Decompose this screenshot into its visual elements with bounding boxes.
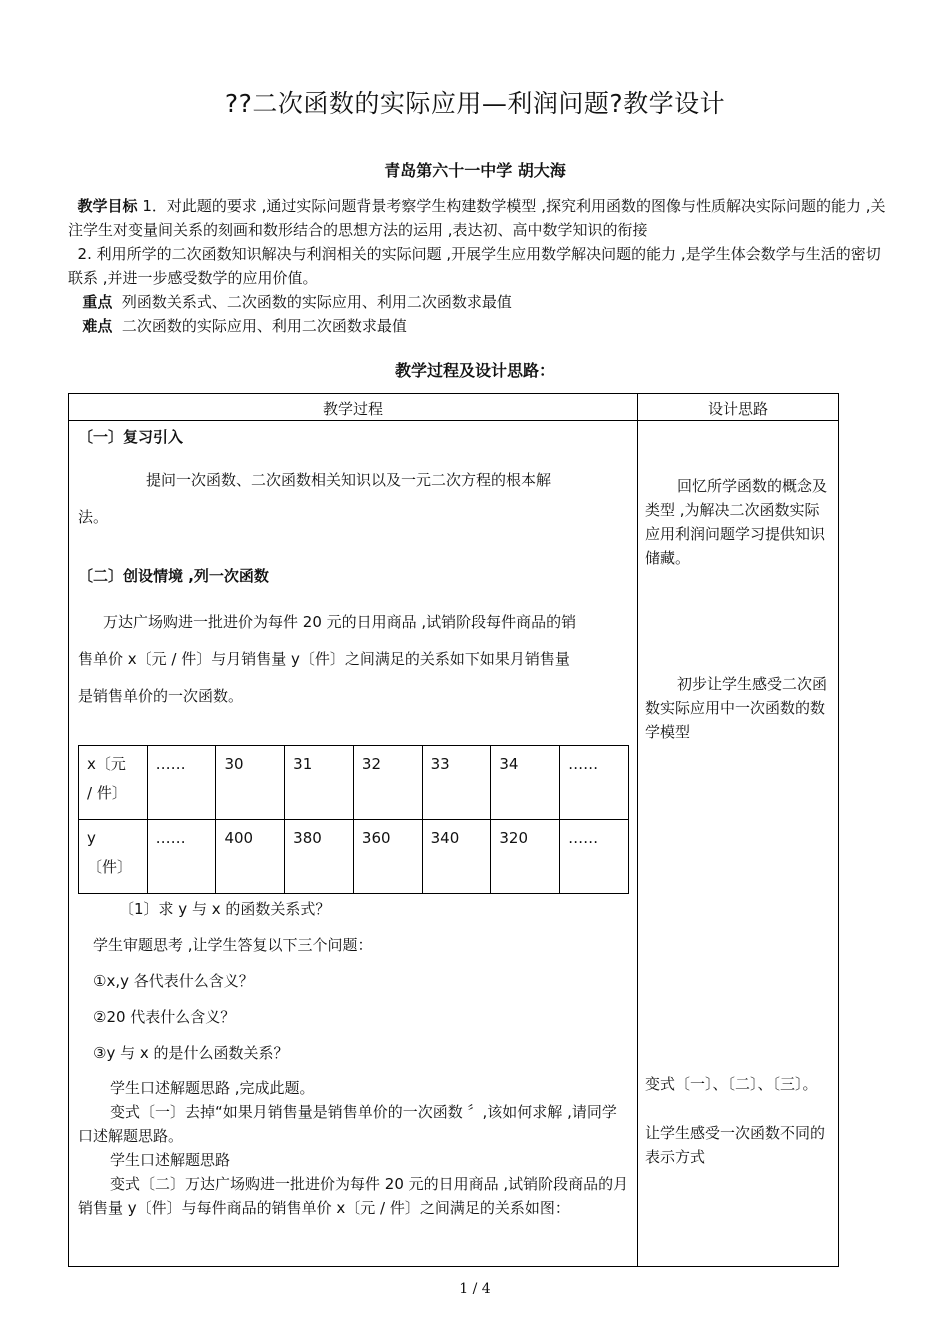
x-label-line-1: x〔元 xyxy=(87,755,126,773)
y-header-cell xyxy=(79,820,148,894)
x-label-line-2: / 件〕 xyxy=(87,784,127,802)
x-cell: …… xyxy=(560,746,629,820)
y-cell: 340 xyxy=(422,820,491,894)
key-point-line xyxy=(68,290,886,314)
page-number: 1 / 4 xyxy=(459,1281,491,1297)
x-cell: 34 xyxy=(491,746,560,820)
price-sales-table xyxy=(78,745,629,894)
goal-paragraph-2 xyxy=(68,242,886,290)
section-2-title: 〔二〕创设情境 ,列一次函数 xyxy=(78,567,269,585)
y-cell: 380 xyxy=(285,820,354,894)
y-label-line-2: 〔件〕 xyxy=(87,858,133,876)
header-process: 教学过程 xyxy=(322,400,383,418)
section-1-title: 〔一〕复习引入 xyxy=(78,428,184,446)
x-cell: …… xyxy=(147,746,216,820)
key-point-label: 重点 xyxy=(82,293,113,311)
section-1-text-a: 提问一次函数、二次函数相关知识以及一元二次方程的根本解 xyxy=(146,471,552,489)
design-note-3b: 让学生感受一次函数不同的表示方式 xyxy=(645,1124,826,1166)
x-cell: 33 xyxy=(422,746,491,820)
design-note-1: 回忆所学函数的概念及类型 ,为解决二次函数实际应用利润问题学习提供知识储藏。 xyxy=(645,477,828,567)
variant-2: 变式〔二〕万达广场购进一批进价为每件 20 元的日用商品 ,试销阶段商品的月销售量 y〔件〕与每件商品的销售单价 x〔元 / 件〕之间满足的关系如图： xyxy=(78,1175,629,1217)
design-note-2: 初步让学生感受二次函数实际应用中一次函数的数学模型 xyxy=(645,675,828,741)
sub-question-1: ①x,y 各代表什么含义？ xyxy=(93,972,254,990)
section-2-para-line-3: 是销售单价的一次函数。 xyxy=(78,687,244,705)
question-1: 〔1〕求 y 与 x 的函数关系式？ xyxy=(119,900,331,918)
variant-1: 变式〔一〕去掉“如果月销售量是销售单价的一次函数 〞,该如何求解 ,请同学口述解题思路。 xyxy=(78,1103,617,1145)
x-header-cell xyxy=(79,746,148,820)
oral-2: 学生口述解题思路 xyxy=(110,1151,231,1169)
key-point-text: 列函数关系式、二次函数的实际应用、利用二次函数求最值 xyxy=(121,293,512,311)
teaching-goals-section xyxy=(68,194,886,338)
x-cell: 31 xyxy=(285,746,354,820)
y-cell: 400 xyxy=(216,820,285,894)
section-2-para-line-1: 万达广场购进一批进价为每件 20 元的日用商品 ,试销阶段每件商品的销 xyxy=(103,613,577,631)
oral-1: 学生口述解题思路 ,完成此题。 xyxy=(110,1079,315,1097)
design-note-3a: 变式〔一〕、〔二〕、〔三〕。 xyxy=(645,1075,818,1093)
x-cell: 32 xyxy=(353,746,422,820)
y-row xyxy=(79,820,629,894)
y-cell: 360 xyxy=(353,820,422,894)
section-1-text-b: 法。 xyxy=(78,508,109,526)
column-divider xyxy=(637,394,638,1266)
goal-item-1: 1．对此题的要求 ,通过实际问题背景考察学生构建数学模型 ,探究利用函数的图像与性质解决实际问题的能力 ,关注学生对变量间关系的刻画和数形结合的思想方法的运用 ,表达初、高中数学知识的衔接 xyxy=(68,197,886,239)
goals-label: 教学目标 xyxy=(77,197,138,215)
section-2-para-line-2: 售单价 x〔元 / 件〕与月销售量 y〔件〕之间满足的关系如下如果月销售量 xyxy=(78,650,570,668)
difficulty-label: 难点 xyxy=(82,317,113,335)
process-heading: 教学过程及设计思路： xyxy=(394,361,555,380)
goal-item-2: 2. 利用所学的二次函数知识解决与利润相关的实际问题 ,开展学生应用数学解决问题的能力 ,是学生体会数学与生活的密切联系 ,并进一步感受数学的应用价值。 xyxy=(68,245,881,287)
x-row xyxy=(79,746,629,820)
author-line: 青岛第六十一中学 胡大海 xyxy=(384,161,566,180)
goal-paragraph-1 xyxy=(68,194,886,242)
document-title: ??二次函数的实际应用—利润问题?教学设计 xyxy=(224,89,726,118)
difficulty-line xyxy=(68,314,886,338)
y-cell: …… xyxy=(560,820,629,894)
y-label-line-1: y xyxy=(87,829,96,847)
header-design: 设计思路 xyxy=(707,400,768,418)
think-prompt: 学生审题思考 ,让学生答复以下三个问题： xyxy=(93,936,373,954)
table-header-row xyxy=(69,394,838,421)
y-cell: …… xyxy=(147,820,216,894)
y-cell: 320 xyxy=(491,820,560,894)
difficulty-text: 二次函数的实际应用、利用二次函数求最值 xyxy=(121,317,407,335)
sub-question-3: ③y 与 x 的是什么函数关系？ xyxy=(93,1044,289,1062)
sub-question-2: ②20 代表什么含义？ xyxy=(93,1008,236,1026)
lesson-table xyxy=(68,393,839,1267)
x-cell: 30 xyxy=(216,746,285,820)
